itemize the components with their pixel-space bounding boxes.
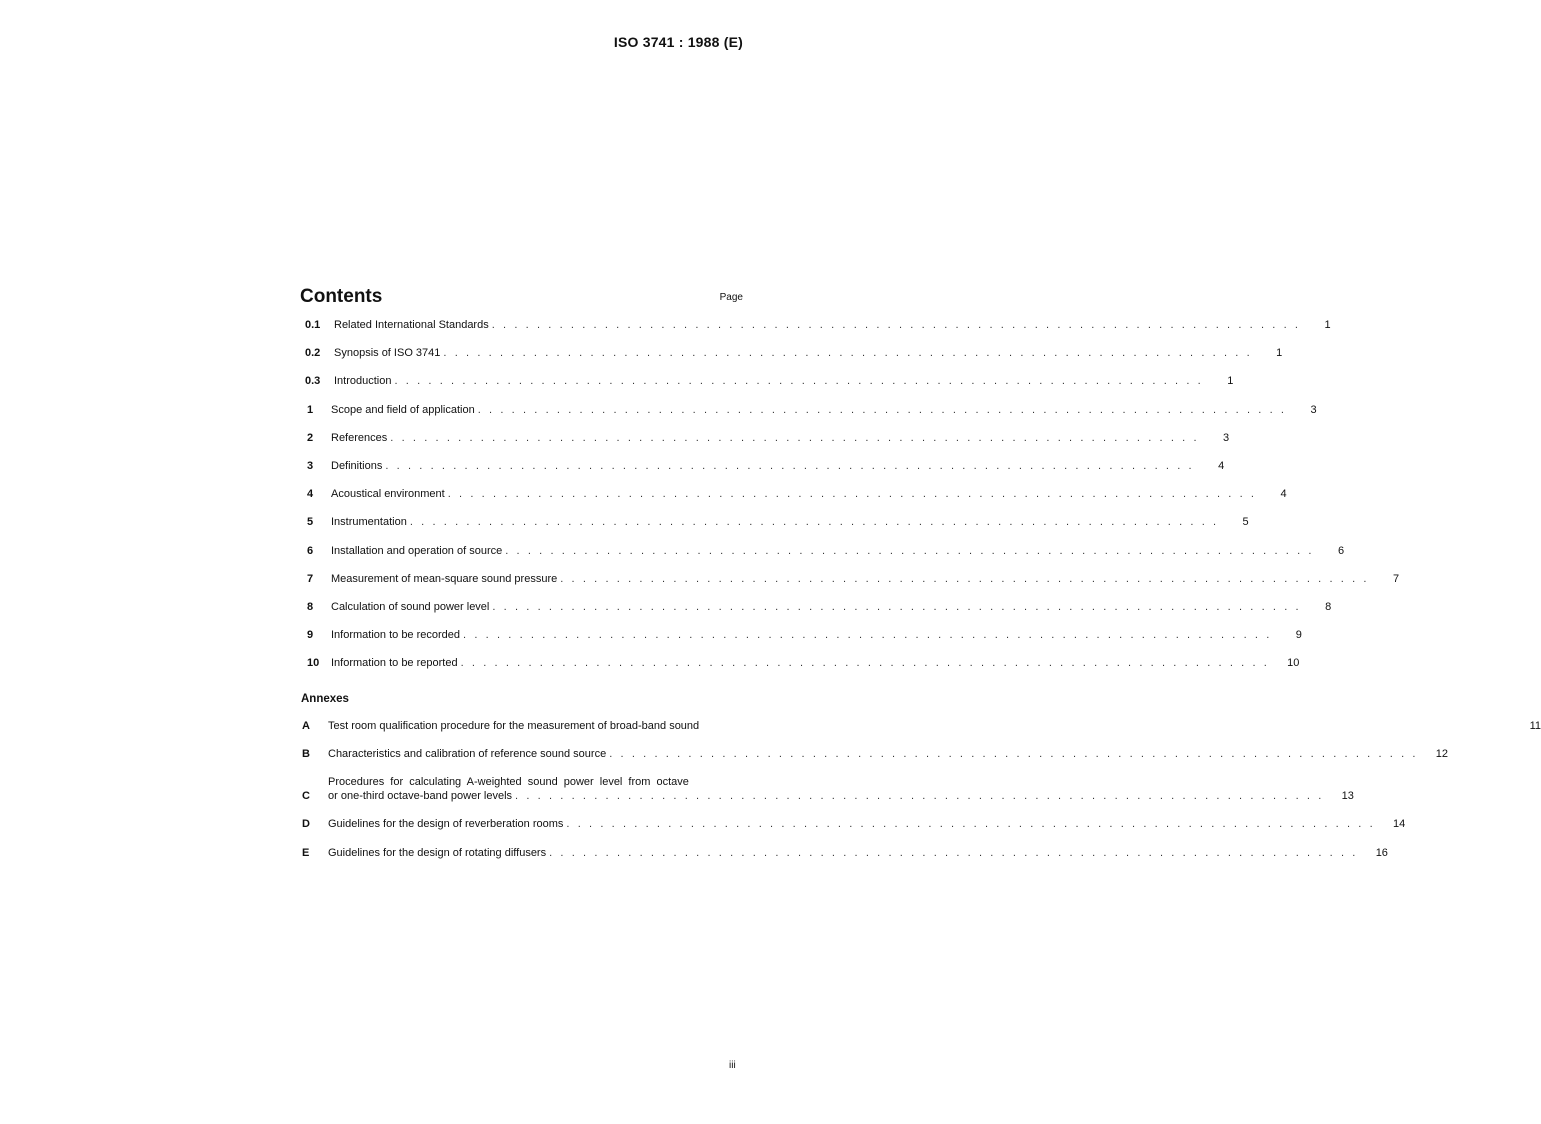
entry-page: 10: [1287, 657, 1300, 670]
dot-leader: . . . . . . . . . . . . . . . . . . . . . . . . . . . . . . . . . . . . . . . . . . . . . . . . . . . . . . . . . . . . . . . . . . . . . . . .: [515, 790, 1324, 802]
dot-leader: . . . . . . . . . . . . . . . . . . . . . . . . . . . . . . . . . . . . . . . . . . . . . . . . . . . . . . . . . . . . . . . . . . . . . . . .: [560, 572, 1370, 585]
entry-number: B: [302, 748, 310, 760]
entry-page: 4: [1280, 488, 1287, 501]
dot-leader: . . . . . . . . . . . . . . . . . . . . . . . . . . . . . . . . . . . . . . . . . . . . . . . . . . . . . . . . . . . . . . . . . . . . . . . .: [477, 403, 1287, 416]
toc-entry[interactable]: [307, 403, 1317, 418]
entry-page: 1: [1227, 375, 1234, 388]
entry-title: References: [331, 431, 388, 444]
entry-number: D: [302, 818, 310, 830]
toc-entry[interactable]: [307, 601, 1332, 615]
toc-entry[interactable]: [302, 748, 1449, 762]
toc-entry[interactable]: [302, 818, 1406, 832]
annexes-heading: Annexes: [301, 693, 349, 705]
toc-entry[interactable]: [302, 790, 1354, 804]
entry-page: 16: [1375, 847, 1388, 859]
toc-entry[interactable]: [302, 720, 1541, 734]
dot-leader: . . . . . . . . . . . . . . . . . . . . . . . . . . . . . . . . . . . . . . . . . . . . . . . . . . . . . . . . . . . . . . . . . . . . . . . .: [549, 847, 1358, 859]
entry-number: A: [302, 720, 310, 732]
entry-number: 3: [307, 460, 314, 472]
dot-leader: . . . . . . . . . . . . . . . . . . . . . . . . . . . . . . . . . . . . . . . . . . . . . . . . . . . . . . . . . . . . . . . . . . . . . . . .: [492, 601, 1302, 613]
entry-title: or one-third octave-band power levels: [328, 790, 513, 802]
entry-number: 5: [307, 516, 314, 529]
entry-page: 5: [1242, 516, 1249, 529]
entry-page: 4: [1218, 460, 1225, 472]
entry-number: 7: [307, 572, 314, 585]
dot-leader: . . . . . . . . . . . . . . . . . . . . . . . . . . . . . . . . . . . . . . . . . . . . . . . . . . . . . . . . . . . . . . . . . . . . . . . .: [390, 431, 1200, 444]
entry-page: 14: [1393, 818, 1406, 830]
toc-entry[interactable]: [307, 572, 1400, 587]
entry-number: 2: [307, 431, 314, 444]
entry-page: 3: [1310, 403, 1317, 416]
entry-title: Guidelines for the design of rotating diffusers: [328, 847, 547, 859]
entry-title: Definitions: [331, 460, 383, 472]
entry-page: 1: [1276, 347, 1283, 360]
entry-page: 12: [1435, 748, 1449, 760]
entry-title: Related International Standards: [334, 319, 489, 331]
entry-number: 10: [307, 657, 320, 670]
entry-page: 11: [1529, 720, 1541, 732]
page-column-label: Page: [719, 292, 743, 303]
entry-number: E: [302, 847, 310, 859]
toc-entry[interactable]: [305, 319, 1331, 333]
entry-page: 1: [1324, 319, 1331, 331]
page-number: iii: [729, 1060, 736, 1071]
entry-number: 8: [307, 601, 314, 613]
entry-page: 9: [1295, 629, 1302, 642]
dot-leader: . . . . . . . . . . . . . . . . . . . . . . . . . . . . . . . . . . . . . . . . . . . . . . . . . . . . . . . . . . . . . . . . . . . . . . . .: [609, 748, 1419, 760]
entry-page: 13: [1341, 790, 1354, 802]
entry-number: 4: [307, 488, 314, 501]
entry-page: 8: [1325, 601, 1332, 613]
entry-number: 0.3: [305, 375, 321, 388]
entry-number: 1: [307, 403, 314, 416]
toc-entry[interactable]: [305, 375, 1234, 389]
entry-number: 0.1: [305, 319, 321, 331]
entry-title: Characteristics and calibration of reference sound source: [328, 748, 607, 760]
entry-page: 3: [1222, 431, 1230, 444]
dot-leader: . . . . . . . . . . . . . . . . . . . . . . . . . . . . . . . . . . . . . . . . . . . . . . . . . . . . . . . . . . . . . . . . . . . . . . . .: [385, 460, 1195, 472]
toc-entry[interactable]: [307, 460, 1225, 474]
entry-title: Measurement of mean-square sound pressure: [331, 572, 558, 585]
entry-title: Scope and field of application: [331, 403, 475, 416]
entry-title: Information to be recorded: [331, 629, 461, 642]
entry-title: Information to be reported: [331, 657, 458, 670]
entry-title: Calculation of sound power level: [331, 601, 490, 613]
toc-entry[interactable]: [302, 847, 1388, 861]
toc-entry[interactable]: [307, 431, 1230, 446]
entry-number: C: [302, 790, 310, 802]
toc-entry[interactable]: [307, 544, 1345, 559]
entry-number: 0.2: [305, 347, 321, 360]
toc-entry[interactable]: [305, 347, 1283, 361]
contents-title: Contents: [300, 286, 383, 307]
annex-title-line1: Procedures for calculating A-weighted sound power level from octave: [328, 776, 689, 788]
entry-title: Test room qualification procedure for the measurement of broad-band sound: [328, 720, 700, 732]
toc-entry[interactable]: [307, 488, 1287, 502]
entry-title: Introduction: [334, 375, 392, 388]
dot-leader: . . . . . . . . . . . . . . . . . . . . . . . . . . . . . . . . . . . . . . . . . . . . . . . . . . . . . . . . . . . . . . . . . . . . . . . .: [491, 319, 1301, 331]
entry-page: 6: [1337, 544, 1345, 557]
dot-leader: . . . . . . . . . . . . . . . . . . . . . . . . . . . . . . . . . . . . . . . . . . . . . . . . . . . . . . . . . . . . . . . . . . . . . . . .: [460, 657, 1270, 670]
entry-number: 9: [307, 629, 314, 642]
dot-leader: . . . . . . . . . . . . . . . . . . . . . . . . . . . . . . . . . . . . . . . . . . . . . . . . . . . . . . . . . . . . . . . . . . . . . . . .: [566, 818, 1376, 830]
dot-leader: . . . . . . . . . . . . . . . . . . . . . . . . . . . . . . . . . . . . . . . . . . . . . . . . . . . . . . . . . . . . . . . . . . . . . . . .: [443, 347, 1253, 360]
toc-entry[interactable]: [307, 629, 1302, 643]
dot-leader: . . . . . . . . . . . . . . . . . . . . . . . . . . . . . . . . . . . . . . . . . . . . . . . . . . . . . . . . . . . . . . . . . . . . . . . .: [463, 629, 1272, 642]
document-header: ISO 3741 : 1988 (E): [613, 34, 743, 50]
entry-title: Instrumentation: [331, 516, 407, 529]
toc-entry[interactable]: [307, 657, 1300, 671]
entry-number: 6: [307, 544, 314, 557]
dot-leader: . . . . . . . . . . . . . . . . . . . . . . . . . . . . . . . . . . . . . . . . . . . . . . . . . . . . . . . . . . . . . . . . . . . . . . . .: [409, 516, 1219, 529]
entry-page: 7: [1392, 572, 1400, 585]
entry-title: Acoustical environment: [331, 488, 445, 501]
dot-leader: . . . . . . . . . . . . . . . . . . . . . . . . . . . . . . . . . . . . . . . . . . . . . . . . . . . . . . . . . . . . . . . . . . . . . . . .: [447, 488, 1257, 501]
dot-leader: . . . . . . . . . . . . . . . . . . . . . . . . . . . . . . . . . . . . . . . . . . . . . . . . . . . . . . . . . . . . . . . . . . . . . . . .: [394, 375, 1204, 388]
entry-title: Guidelines for the design of reverberation rooms: [328, 818, 564, 830]
entry-title: Installation and operation of source: [331, 544, 503, 557]
toc-entry[interactable]: [307, 516, 1249, 530]
entry-title: Synopsis of ISO 3741: [334, 347, 441, 360]
dot-leader: . . . . . . . . . . . . . . . . . . . . . . . . . . . . . . . . . . . . . . . . . . . . . . . . . . . . . . . . . . . . . . . . . . . . . . . .: [505, 544, 1315, 557]
